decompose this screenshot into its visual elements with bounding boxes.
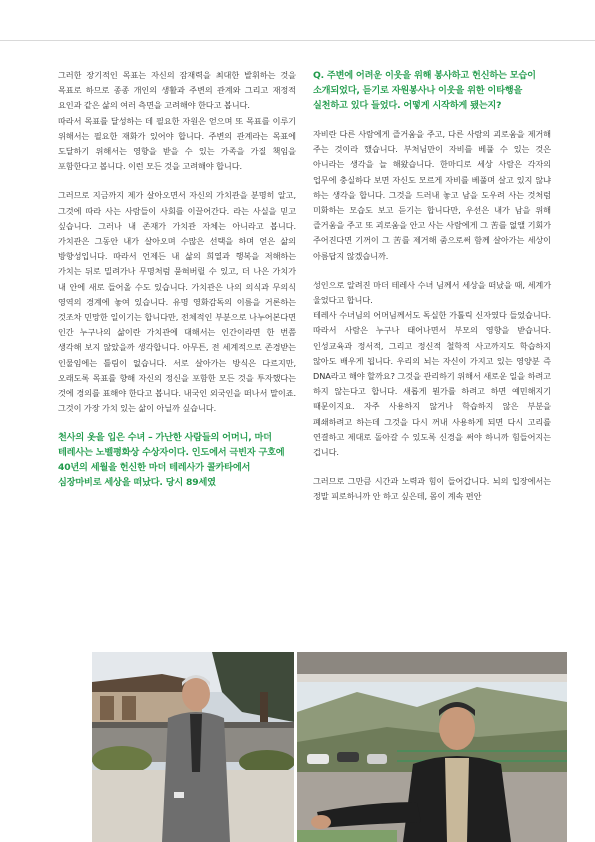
right-column [313, 68, 551, 505]
left-paragraph-1: 그러한 장기적인 목표는 자신의 잠재력을 최대한 발휘하는 것을 목표로 하므로 종종 개인의 생활과 주변의 관계와 그리고 재정적 요인과 같은 삶의 여러 측면을 고려해야 한다고 봅니다. [58, 70, 296, 111]
photo-seated-man-image [297, 652, 567, 842]
photo-seated-man [297, 652, 567, 842]
photo-standing-man-image [92, 652, 294, 842]
right-paragraph-4: 그러므로 그만큼 시간과 노력과 힘이 들어갑니다. 뇌의 입장에서는 정말 피로하니까 안 하고 싶은데, 몸이 계속 편안 [313, 476, 551, 502]
right-paragraph-2: 성인으로 알려진 마더 테레사 수녀 님께서 세상을 떠났을 때, 세계가 울었다고 합니다. [313, 279, 551, 306]
header-divider [0, 40, 595, 41]
left-highlight-quote: 천사의 옷을 입은 수녀 – 가난한 사람들의 어머니, 마더 테레사는 노벨평화상 수상자이다. 인도에서 극빈자 구호에 40년의 세월을 헌신한 마더 테레사가 콜카타에서 심장마비로 세상을 떠났다. 당시 89세였 [58, 432, 285, 489]
left-paragraph-3: 그러므로 지금까지 제가 살아오면서 자신의 가치관을 분명히 알고, 그것에 따라 사는 사람들이 사회를 이끌어간다. 라는 사실을 믿고 싶습니다. 그러나 내 존재가 가치관 자체는 아니라고 봅니다. 가치관은 그동안 내가 살아오며 수많은 선택을 하며 얻은 삶의 방향성입니다. 따라서 언제든 내 삶의 희열과 행복을 저해하는 가치는 뒤로 밀려가나 무명처럼 묻혀버릴 수 있고, 더 나은 가치가 내 안에 새로 들어올 수도 있습니다. 가치관은 나의 의식과 무의식 영역의 경계에 놓여 있습니다. 유명 영화감독의 이름을 거론하는 것조차 민망한 일이기는 합니다만, 전체적인 부분으로 나누어본다면 인간 누구나의 삶이란 가치관에 대해서는 인간이라면 한 번쯤 생각해 보지 않았을까 생각합니다. 아무튼, 전 세계적으로 존경받는 인물임에는 틀림이 없습니다. 서로 살아가는 방식은 다르지만, 오래도록 목표를 향해 자신의 정신을 포함한 모든 것을 투자했다는 것에 경의를 표해야 한다고 봅니다. 내국인 외국인을 떠나서 말이죠. 그것이 가장 가치 있는 삶이 아닐까 싶습니다. [58, 190, 296, 414]
photo-standing-man [92, 652, 294, 842]
right-paragraph-1: 자비란 다른 사람에게 즐거움을 주고, 다른 사람의 괴로움을 제거해 주는 것이라 했습니다. 부처님만이 자비를 베풀 수 있는 것은 아니라는 생각을 늘 해왔습니다. 한마디로 세상 사람은 각자의 업무에 충실하다 보면 자신도 모르게 자비를 베풀며 살고 있지 않냐 하는 생각을 합니다. 그것을 드러내 놓고 남을 도우려 사는 것처럼 미화하는 모습도 보고 듣기는 합니다만, 우선은 내가 남을 위해 즐거움을 주고 또 괴로움을 안고 사는 사람에게 그 苦를 없앨 기회가 주어진다면 기꺼이 그 苦를 제거해 줌으로써 함께 살아가는 세상이 아름답지 않겠습니까. [313, 129, 551, 261]
left-paragraph-2: 따라서 목표를 달성하는 데 필요한 자원은 얻으며 또 목표를 이루기 위해서는 필요한 재화가 있어야 합니다. 주변의 관계라는 목표에 도달하기 위해서는 영향을 받을 수 있는 가족을 가질 책임을 포함한다고 봅니다. 이런 모든 것을 고려해야 합니다. [58, 115, 296, 172]
right-paragraph-3: 테레사 수녀님의 어머님께서도 독실한 가톨릭 신자였다 들었습니다. 따라서 사람은 누구나 태어나면서 부모의 영향을 받습니다. 인성교육과 정서적, 그리고 정신적 철학적 사고까지도 학습하지 않아도 배우게 됩니다. 우리의 뇌는 자신이 가지고 있는 영양분 즉 DNA라고 해야 할까요? 그것을 관리하기 위해서 새로운 일을 하려고 하지 않는다고 합니다. 새롭게 뭔가를 하려고 하면 예민해지기 때문이지요. 자주 사용하지 않거나 학습하지 않은 부분을 폐쇄하려고 하는데 그것을 다시 꺼내 사용하게 되면 다시 고리를 연결하고 제대로 돌아갈 수 있도록 신경을 써야 하니까 힘들어지는 겁니다. [313, 310, 551, 458]
left-column [58, 68, 296, 490]
interview-question: Q. 주변에 어려운 이웃을 위해 봉사하고 헌신하는 모습이 소개되었다, 듣기로 자원봉사나 이웃을 위한 이타행을 실천하고 있다 들었다. 어떻게 시작하게 됐는지? [313, 70, 536, 111]
